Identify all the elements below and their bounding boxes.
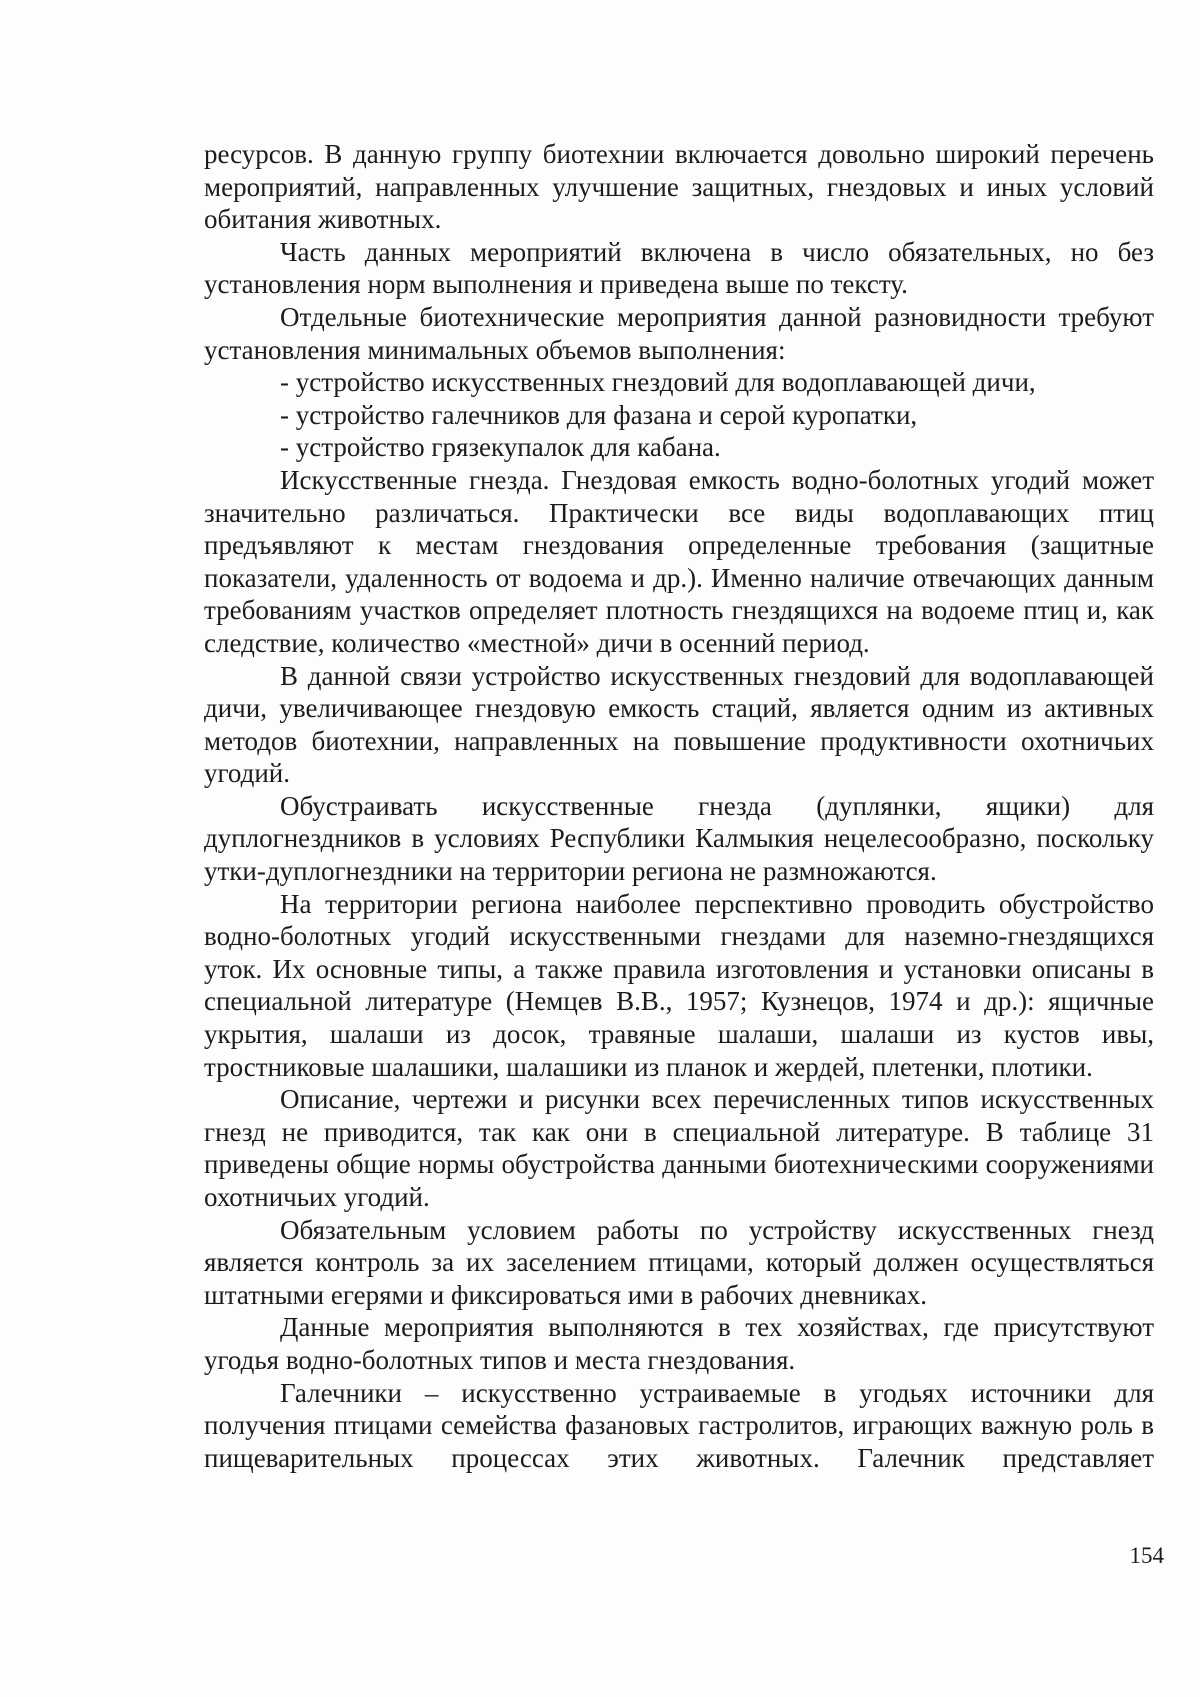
paragraph: На территории региона наиболее перспективно проводить обустройство водно-болотных угодий искусственными гнездами для наземно-гнездящихся уток. Их основные типы, а также правила изготовления и установки описаны в специальной литературе (Немцев В.В., 1957; Кузнецов, 1974 и др.): ящичные укрытия, шалаши из досок, травяные шалаши, шалаши из кустов ивы, тростниковые шалашики, шалашики из планок и жердей, плетенки, плотики. [204,888,1154,1082]
paragraph: Часть данных мероприятий включена в число обязательных, но без установления норм выполнения и приведена выше по тексту. [204,236,1154,300]
paragraph: Обязательным условием работы по устройству искусственных гнезд является контроль за их заселением птицами, который должен осуществляться штатными егерями и фиксироваться ими в рабочих дневниках. [204,1214,1154,1310]
paragraph: Искусственные гнезда. Гнездовая емкость водно-болотных угодий может значительно различаться. Практически все виды водоплавающих птиц предъявляют к местам гнездования определенные требования (защитные показатели, удаленность от водоема и др.). Именно наличие отвечающих данным требованиям участков определяет плотность гнездящихся на водоеме птиц и, как следствие, количество «местной» дичи в осенний период. [204,464,1154,658]
paragraph: Обустраивать искусственные гнезда (дуплянки, ящики) для дуплогнездников в условиях Республики Калмыкия нецелесообразно, поскольку утки-дуплогнездники на территории региона не размножаются. [204,790,1154,887]
paragraph: Описание, чертежи и рисунки всех перечисленных типов искусственных гнезд не приводится, так как они в специальной литературе. В таблице 31 приведены общие нормы обустройства данными биотехническими сооружениями охотничьих угодий. [204,1084,1154,1212]
paragraph: Данные мероприятия выполняются в тех хозяйствах, где присутствуют угодья водно-болотных типов и места гнездования. [204,1312,1154,1375]
paragraph-continuation: ресурсов. В данную группу биотехнии включается довольно широкий перечень мероприятий, направленных улучшение защитных, гнездовых и иных условий обитания животных. [204,139,1154,235]
paragraph: Отдельные биотехнические мероприятия данной разновидности требуют установления минимальных объемов выполнения: [204,301,1154,365]
page-number: 154 [1129,1543,1164,1568]
list-item: - устройство искусственных гнездовий для водоплавающей дичи, [280,367,1036,398]
document-body [204,138,1154,1474]
list-item: - устройство галечников для фазана и серой куропатки, [280,399,918,430]
list-item: - устройство грязекупалок для кабана. [280,432,721,463]
paragraph: Галечники – искусственно устраиваемые в угодьях источники для получения птицами семейства фазановых гастролитов, играющих важную роль в пищеварительных процессах этих животных. Галечник представляет [204,1377,1154,1473]
paragraph: В данной связи устройство искусственных гнездовий для водоплавающей дичи, увеличивающее гнездовую емкость стаций, является одним из активных методов биотехнии, направленных на повышение продуктивности охотничьих угодий. [204,660,1154,789]
